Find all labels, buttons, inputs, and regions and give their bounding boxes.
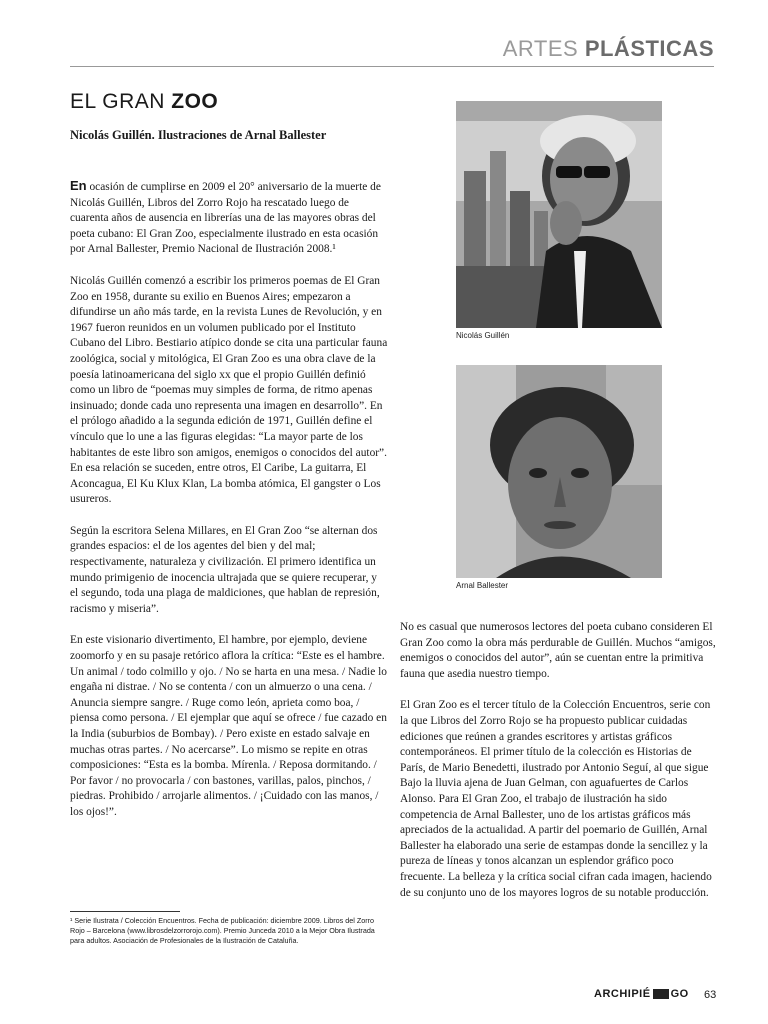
- portrait-ballester-image: [456, 365, 662, 578]
- paragraph-3: Según la escritora Selena Millares, en El Gran Zoo “se alternan dos grandes espacios: el de los agentes del bien y del mal; respectivamente, naturaleza y civilización. El primero identifica un mundo primigenio de inocencia ultrajada que se quiere recuperar, y el segundo, toda una plaga de maldiciones, que hablan de represión, racismo y miseria”.: [70, 524, 380, 615]
- left-column: [70, 178, 388, 837]
- header-divider: [70, 66, 714, 67]
- logo-text-right: GO: [670, 988, 689, 1000]
- magazine-logo: [594, 988, 689, 1000]
- title-light: EL GRAN: [70, 90, 165, 113]
- section-header: [503, 36, 714, 62]
- article-title: [70, 90, 218, 114]
- paragraph-1: [70, 178, 388, 258]
- caption-guillen: Nicolás Guillén: [456, 331, 510, 340]
- paragraph-2: Nicolás Guillén comenzó a escribir los primeros poemas de El Gran Zoo en 1958, durante su exilio en Buenos Aires; empezaron a difundirse un año más tarde, en la revista Lunes de Revolución, y en 1967 fueron reunidos en un volumen publicado por el Instituto Cubano del Libro. Bestiario atípico donde se cita una particular fauna zoológica, social y mitológica, El Gran Zoo es una obra clave de la poesía latinoamericana del siglo xx que el propio Guillén definió como un libro de “poemas muy simples de forma, de ritmo apenas insinuado; donde cada uno representa una imagen en desarrollo”. En el prólogo añadido a la segunda edición de 1971, Guillén define el vínculo que lo une a las figuras elegidas: “La mayor parte de los habitantes de este libro son amigos, enemigos o conocidos del autor”. En esa relación se suceden, entre otros, El Caribe, La guitarra, El Aconcagua, El Ku Klux Klan, La bomba atómica, El gangster o Los usureros.: [70, 274, 388, 506]
- footnote: ¹ Serie Ilustrata / Colección Encuentros. Fecha de publicación: diciembre 2009. Libros del Zorro Rojo – Barcelona (www.librosdelzorrorojo.com). Premio Junceda 2010 a la Mejor Obra Ilustrada para adultos. Asociación de Profesionales de la Ilustración de Cataluña.: [70, 916, 375, 945]
- paragraph-5: No es casual que numerosos lectores del poeta cubano consideren El Gran Zoo como la obra más perdurable de Guillén. Muchos “amigos, enemigos o conocidos del autor”, aún se cuentan entre la primitiva fauna que asedia nuestro tiempo.: [400, 621, 716, 680]
- right-column: [400, 620, 718, 917]
- portrait-guillen-image: [456, 101, 662, 328]
- paragraph-1-text: ocasión de cumplirse en 2009 el 20° aniversario de la muerte de Nicolás Guillén, Libros del Zorro Rojo ha rescatado luego de cuarenta años de ausencia en librerías una de las mayores obras del poeta cubano: El Gran Zoo, especialmente ilustrado en esta ocasión por Arnal Ballester, Premio Nacional de Ilustración 2008.¹: [70, 181, 381, 256]
- photo-arnal-ballester: [456, 365, 662, 578]
- page-number: 63: [704, 989, 717, 1001]
- section-header-light: ARTES: [502, 36, 579, 61]
- logo-text-left: ARCHIPIÉ: [594, 988, 651, 1000]
- caption-ballester: Arnal Ballester: [456, 581, 509, 590]
- title-bold: ZOO: [171, 90, 219, 113]
- paragraph-6: El Gran Zoo es el tercer título de la Colección Encuentros, serie con la que Libros del Zorro Rojo se ha propuesto publicar cuidadas ediciones que reúnen a grandes escritores y artistas gráficos contemporáneos. El primer título de la colección es Historias de París, de Mario Benedetti, ilustrado por Antonio Seguí, al que sigue Bajo la lluvia ajena de Juan Gelman, con aguafuertes de Carlos Alonso. Para El Gran Zoo, el trabajo de ilustración ha sido competencia de Arnal Ballester, uno de los artistas gráficos más apreciados de la actualidad. A partir del poemario de Guillén, Arnal Ballester ha elaborado una serie de estampas donde la sencillez y la pureza de líneas y tonos alcanzan un esplendor gráfico poco frecuente. La belleza y la crítica social cifran cada imagen, haciendo de su conjunto uno de los mayores logros de su notable producción.: [400, 699, 712, 899]
- photo-nicolas-guillen: [456, 101, 662, 328]
- logo-mark-icon: [653, 989, 669, 999]
- section-header-bold: PLÁSTICAS: [584, 36, 714, 61]
- article-subtitle: Nicolás Guillén. Ilustraciones de Arnal Ballester: [70, 128, 327, 142]
- drop-cap: En: [70, 178, 87, 193]
- paragraph-4: En este visionario divertimento, El hambre, por ejemplo, deviene zoomorfo y en su pasaje retórico aflora la crítica: “Este es el hambre. Un animal / todo colmillo y ojo. / No se harta en una mesa. / Nadie lo engaña ni distrae. / No se contenta / con un almuerzo o una cena. / Anuncia siempre sangre. / Ruge como león, aprieta como boa, / piensa como persona. / El ejemplar que aquí se ofrece / fue cazado en la India (suburbios de Bombay). / Pero existe en estado salvaje en muchas otras partes. / No acercarse”. Lo mismo se repite en otras composiciones: “Esta es la bomba. Mírenla. / Reposa dormitando. / Por favor / no provocarla / con bastones, varillas, palos, pinchos, / piedras. Prohibido / arrojarle alimentos. / ¡Cuidado con las manos, / los ojos!”.: [70, 634, 387, 818]
- footnote-divider: [70, 911, 180, 912]
